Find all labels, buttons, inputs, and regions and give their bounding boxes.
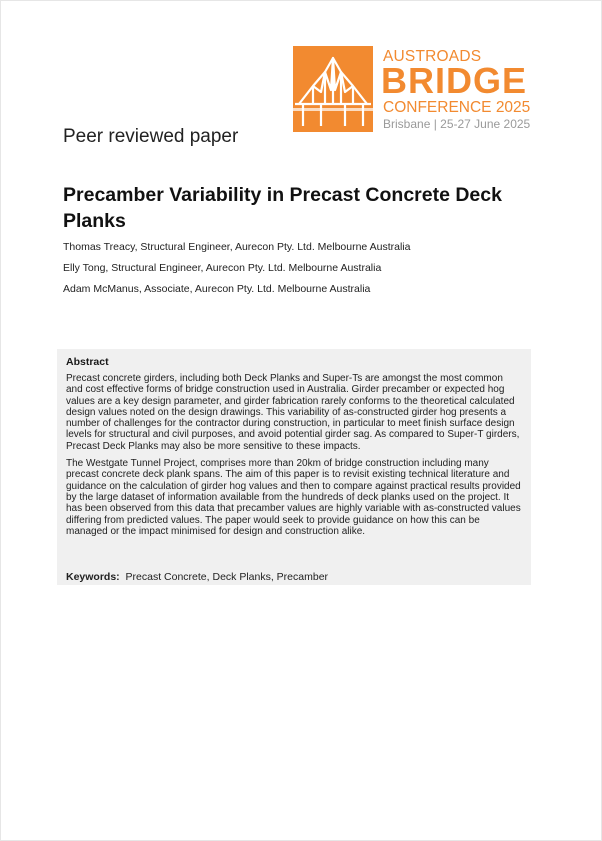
author-line: Adam McManus, Associate, Aurecon Pty. Ltd. Melbourne Australia: [63, 283, 371, 295]
author-line: Thomas Treacy, Structural Engineer, Aurecon Pty. Ltd. Melbourne Australia: [63, 241, 411, 253]
logo-line-date: Brisbane | 25-27 June 2025: [383, 117, 531, 131]
author-list: [63, 240, 410, 303]
abstract-paragraph: The Westgate Tunnel Project, comprises more than 20km of bridge construction including many precast concrete deck plank spans. The aim of this paper is to revisit existing technical literature and guidance on the calculation of girder hog values and then to compare against practical results provided by the large dataset of information available from the hundreds of deck planks used on the project. It has been observed from this data that precamber values are highly variable with as-constructed values differing from predicted values. The paper would seek to provide guidance on how this can be managed or the impact minimised for design and construction alike.: [66, 458, 521, 537]
author-line: Elly Tong, Structural Engineer, Aurecon Pty. Ltd. Melbourne Australia: [63, 262, 382, 274]
conference-logo: [293, 46, 533, 132]
keywords-list: Precast Concrete, Deck Planks, Precamber: [125, 571, 329, 583]
abstract-paragraph: Precast concrete girders, including both Deck Planks and Super-Ts are amongst the most common and cost effective forms of bridge construction used in Australia. Girder precamber or expected hog values are a key design parameter, and girder fabrication rarely conforms to the theoretical calculated design values noted on the design drawings. This variability of as-constructed girder hog presents a number of challenges for the contractor during construction, in particular to meet finish surface design levels for structural and civil purposes, and avoid potential girder sag. As compared to Super-T girders, Precast Deck Planks may also be more sensitive to these impacts.: [66, 373, 520, 452]
abstract-box: [57, 349, 531, 585]
keywords-label: Keywords:: [66, 571, 120, 583]
logo-line-conference: CONFERENCE 2025: [383, 99, 531, 116]
logo-line-austroads: AUSTROADS: [383, 48, 482, 65]
paper-title: Precamber Variability in Precast Concrete Deck Planks: [63, 184, 502, 232]
logo-line-bridge: BRIDGE: [381, 60, 528, 101]
abstract-heading: Abstract: [66, 356, 109, 368]
keywords: [66, 571, 328, 583]
bridge-icon: [293, 46, 373, 132]
paper-type-label: Peer reviewed paper: [63, 126, 239, 147]
